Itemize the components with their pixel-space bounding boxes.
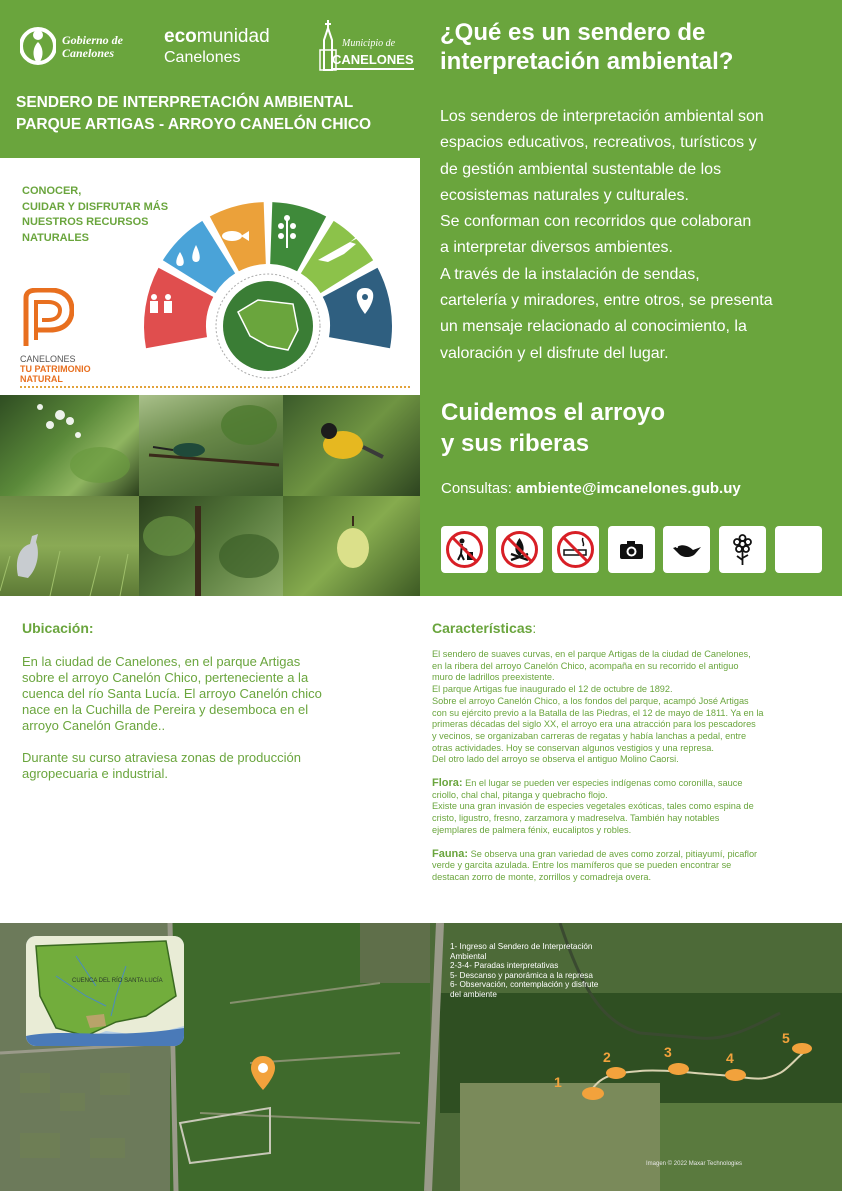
definition-line: ecosistemas naturales y culturales.: [440, 186, 689, 204]
stop-5-marker: [792, 1043, 812, 1054]
municipio-logo: [316, 20, 416, 72]
legend-line: 6- Observación, contemplación y disfrute: [450, 980, 599, 990]
ubicacion-line: cuenca del río Santa Lucía. El arroyo Canelón chico: [22, 686, 322, 701]
caracteristicas-title-text: Características: [432, 620, 533, 636]
definition-line: valoración y el disfrute del lugar.: [440, 344, 669, 362]
caracteristicas-line: El sendero de suaves curvas, en el parque Artigas de la ciudad de Canelones,: [432, 649, 751, 659]
legend-line: 1- Ingreso al Sendero de Interpretación: [450, 942, 593, 951]
ubicacion-line: En la ciudad de Canelones, en el parque Artigas: [22, 654, 301, 669]
rules-icons-row: [441, 526, 826, 574]
definition-text: [440, 104, 835, 367]
ecomunidad-logo: [164, 26, 270, 68]
stop-1-marker: [582, 1087, 604, 1100]
photo-hummingbird: [139, 395, 283, 496]
stop-5-label: 5: [782, 1030, 790, 1046]
cuidemos-heading: [441, 397, 821, 459]
watershed-inset-map: [26, 936, 184, 1046]
legend-line: del ambiente: [450, 989, 497, 999]
resources-fan-diagram: [128, 200, 408, 390]
fauna-label: Fauna:: [432, 847, 469, 860]
definition-line: de gestión ambiental sustentable de los: [440, 160, 722, 178]
ubicacion-title: Ubicación:: [22, 620, 94, 636]
tagline-line: CUIDAR Y DISFRUTAR MÁS: [22, 200, 169, 213]
ubicacion-line: nace en la Cuchilla de Pereira y desemboca en el: [22, 702, 309, 717]
eco-line2: Canelones: [164, 49, 241, 66]
legend-line: 5- Descanso y panorámica a la represa: [450, 970, 593, 980]
cuidemos-line2: y sus riberas: [441, 430, 590, 457]
gobierno-logo-icon: [20, 24, 56, 68]
contact-label: Consultas:: [441, 480, 512, 497]
legend-line: Ambiental: [450, 951, 487, 961]
definition-line: Los senderos de interpretación ambiental son: [440, 108, 764, 125]
no-fire-icon: [500, 530, 539, 569]
question-heading: ¿Qué es un sendero de interpretación ambiental?: [440, 19, 734, 75]
photo-white-flowers: [0, 395, 139, 496]
caracteristicas-colon: :: [532, 620, 537, 636]
no-smoking-icon: [556, 530, 595, 569]
blank-sign: [775, 526, 822, 573]
stop-3-label: 3: [664, 1044, 672, 1060]
flower-icon: [723, 530, 762, 569]
flora-line: cristo, ligustro, fresno, zarzamora y madreselva. También hay notables: [432, 813, 720, 824]
caracteristicas-line: muro de ladrillos preexistente.: [432, 672, 555, 683]
map-location-pin-icon: [250, 1055, 276, 1091]
caracteristicas-title: [432, 620, 536, 636]
map-legend: [450, 942, 640, 1000]
stop-2-label: 2: [603, 1049, 611, 1065]
tagline-line: CONOCER,: [22, 185, 82, 197]
eco-rest-text: munidad: [196, 26, 270, 47]
legend-line: 2-3-4- Paradas interpretativas: [450, 961, 559, 971]
municipio-line2: CANELONES: [332, 52, 414, 70]
fauna-line: Se observa una gran variedad de aves como zorzal, pitiayumí, picaflor: [468, 848, 758, 859]
caracteristicas-line: con su ejército previo a la Batalla de las Piedras, el 12 de mayo de 1811. Ya en la: [432, 707, 764, 718]
definition-line: un mensaje relacionado al conocimiento, la: [440, 318, 747, 336]
stop-2-marker: [606, 1067, 626, 1079]
caracteristicas-line: El parque Artigas fue inaugurado el 12 de octubre de 1892.: [432, 684, 673, 695]
patrimonio-line2-text: TU PATRIMONIO: [20, 364, 91, 374]
definition-line: a interpretar diversos ambientes.: [440, 239, 673, 257]
cuidemos-line1: Cuidemos el arroyo: [441, 399, 666, 426]
flora-line: criollo, chal chal, pitanga y quebracho flojo.: [432, 789, 608, 800]
no-litter-icon: [445, 530, 484, 569]
no-litter-sign: [441, 526, 488, 573]
bird-icon: [667, 530, 706, 569]
caracteristicas-line: y vecinos, se organizaban carreras de regatas y había lanchas a pedal, entre: [432, 730, 747, 741]
photo-fruit: [283, 496, 420, 596]
ubicacion-line: arroyo Canelón Grande..: [22, 718, 166, 733]
photography-sign: [608, 526, 655, 573]
stop-3-marker: [668, 1063, 689, 1075]
fauna-line: destacan zorro de monte, zorrillos y comadreja overa.: [432, 871, 652, 882]
flora-line: Existe una gran invasión de especies vegetales exóticas, tales como espina de: [432, 801, 754, 812]
flora-sign: [719, 526, 766, 573]
flora-line: En el lugar se pueden ver especies indígenas como coronilla, sauce: [462, 778, 743, 789]
flora-label: Flora:: [432, 777, 463, 790]
ubicacion-line: Durante su curso atraviesa zonas de producción: [22, 750, 301, 765]
definition-line: A través de la instalación de sendas,: [440, 265, 700, 283]
contact-email-link[interactable]: ambiente@imcanelones.gub.uy: [516, 480, 741, 497]
inset-label: CUENCA DEL RÍO SANTA LUCÍA: [72, 978, 163, 984]
fauna-line: verde y garcita azulada. Entre los mamíferos que se pueden encontrar se: [432, 860, 732, 871]
stop-1-label: 1: [554, 1074, 562, 1090]
no-fire-sign: [496, 526, 543, 573]
stop-4-label: 4: [726, 1050, 734, 1066]
photo-heron: [0, 496, 139, 596]
caracteristicas-text: [432, 649, 820, 884]
definition-line: cartelería y miradores, entre otros, se presenta: [440, 292, 773, 310]
no-smoking-sign: [552, 526, 599, 573]
caracteristicas-line: en la ribera del arroyo Canelón Chico, acompaña en su recorrido el antiguo: [432, 660, 739, 671]
caracteristicas-line: otras actividades. Hoy se conservan algunos vestigios y una represa.: [432, 742, 714, 753]
patrimonio-line1: CANELONES: [20, 354, 76, 364]
sendero-title-line1: SENDERO DE INTERPRETACIÓN AMBIENTAL: [16, 94, 354, 111]
contact-line: [441, 480, 831, 497]
tagline-line: NUESTROS RECURSOS: [22, 216, 149, 228]
photo-forest-path: [139, 496, 283, 596]
ubicacion-line: sobre el arroyo Canelón Chico, perteneciente a la: [22, 670, 309, 685]
ubicacion-text: [22, 654, 362, 782]
watershed-inset-image: [26, 936, 184, 1046]
caracteristicas-line: Sobre el arroyo Canelón Chico, a los fondos del parque, acampó José Artigas: [432, 695, 749, 706]
birdwatching-sign: [663, 526, 710, 573]
tagline-line: NATURALES: [22, 231, 90, 244]
caracteristicas-line: Del otro lado del arroyo se observa el antiguo Molino Caorsi.: [432, 754, 679, 765]
flora-line: ejemplares de palmera fénix, eucaliptos y robles.: [432, 824, 632, 835]
map-credit: Imagen © 2022 Maxar Technologies: [646, 1161, 743, 1167]
stop-4-marker: [725, 1069, 746, 1081]
patrimonio-natural-logo: [20, 288, 91, 384]
photo-grid: [0, 395, 420, 596]
patrimonio-line2: [20, 364, 140, 384]
ubicacion-line: agropecuaria e industrial.: [22, 766, 168, 781]
patrimonio-line3-text: NATURAL: [20, 374, 63, 384]
gobierno-logo-text: Gobierno de Canelones: [62, 33, 123, 60]
caracteristicas-line: primeras décadas del siglo XX, el arroyo era una atracción para los pescadores: [432, 719, 756, 730]
municipio-line1: Municipio de: [342, 38, 396, 49]
sendero-title: [16, 92, 416, 136]
photo-yellow-bird: [283, 395, 420, 496]
sendero-title-line2: PARQUE ARTIGAS - ARROYO CANELÓN CHICO: [16, 116, 372, 133]
patrimonio-p-icon: [20, 288, 74, 348]
dotted-divider: [20, 386, 410, 388]
camera-icon: [612, 530, 651, 569]
eco-bold-text: eco: [164, 26, 197, 47]
definition-line: Se conforman con recorridos que colaboran: [440, 213, 752, 231]
definition-line: espacios educativos, recreativos, turísticos y: [440, 134, 757, 152]
